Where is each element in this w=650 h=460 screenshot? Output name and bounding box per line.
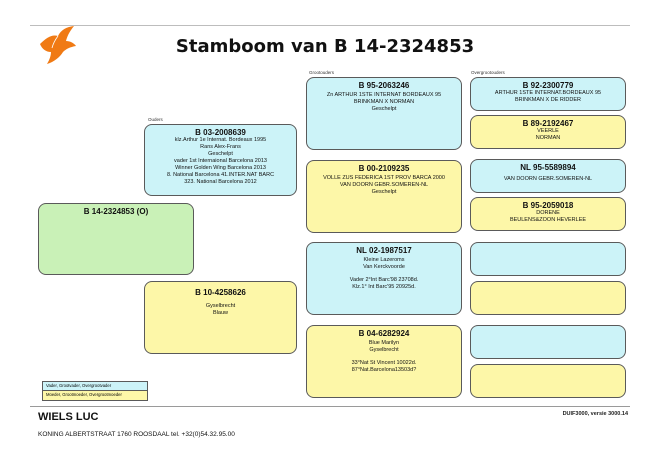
page-title: Stamboom van B 14-2324853 xyxy=(175,36,475,57)
grandfather-paternal-line: BRINKMAN X NORMAN xyxy=(353,99,415,105)
great-grandparents-label: Overgrootouders xyxy=(471,70,505,75)
mother-ring: B 10-4258626 xyxy=(195,288,246,297)
great-grandparent-card-1[interactable] xyxy=(470,77,626,111)
great-grandparent-card-4[interactable] xyxy=(470,197,626,231)
grandmother-maternal-line: Gyselbrecht xyxy=(369,347,399,353)
grandmother-paternal-line: VAN DOORN GEBR.SOMEREN-NL xyxy=(339,182,429,188)
great-grandparent-card-8[interactable] xyxy=(470,364,626,398)
great-grandparent-line: BRINKMAN X DE RIDDER xyxy=(514,97,581,103)
father-line: Winner Golden Wing Barcelona 2013 xyxy=(175,165,266,171)
great-grandparent-card-3[interactable] xyxy=(470,159,626,193)
father-line: Rans Alex-Frans xyxy=(200,144,241,150)
great-grandparent-line: ARTHUR 1STE INTERNAT.BORDEAUX 95 xyxy=(494,90,602,96)
legend-female: Moeder, Grootmoeder, Overgrootmoeder xyxy=(42,391,148,401)
grandparents-label: Grootouders xyxy=(309,70,335,75)
great-grandparent-card-7[interactable] xyxy=(470,325,626,359)
parents-label: Ouders xyxy=(148,117,163,122)
great-grandparent-card-6[interactable] xyxy=(470,281,626,315)
father-card[interactable] xyxy=(144,124,297,196)
grandmother-maternal-note: 87°Nat.Barcelona13503d? xyxy=(351,367,417,373)
great-grandparent-line: DORENE xyxy=(536,210,560,216)
legend-male: Vader, Grootvader, Overgrootvader xyxy=(42,381,148,391)
grandmother-maternal-note: 33°Nat St Vincent 10022d. xyxy=(351,360,417,366)
subject-card[interactable] xyxy=(38,203,194,275)
father-line: 323. National Barcelona 2012 xyxy=(184,179,257,185)
grandfather-maternal-note: Vader 2°Int Barc'98 23708d. xyxy=(349,277,419,283)
grandfather-maternal-note: Klz.1° Int Barc'95 20925d. xyxy=(352,284,416,290)
mother-line: Blauw xyxy=(213,310,228,316)
grandfather-paternal-line: Zn ARTHUR 1STE INTERNAT BORDEAUX 95 xyxy=(326,92,442,98)
grandfather-paternal-card[interactable] xyxy=(306,77,462,150)
grandfather-maternal-ring: NL 02-1987517 xyxy=(356,246,412,255)
great-grandparent-ring: B 95-2059018 xyxy=(522,201,574,210)
grandmother-paternal-line: Geschelpt xyxy=(371,189,397,195)
top-divider xyxy=(30,25,630,26)
grandfather-paternal-ring: B 95-2063246 xyxy=(358,81,410,90)
great-grandparent-line: VAN DOORN GEBR.SOMEREN-NL xyxy=(503,176,593,182)
subject-ring: B 14-2324853 (O) xyxy=(83,207,149,216)
father-line: 8. National Barcelona 41.INTER.NAT BARC xyxy=(166,172,275,178)
grandmother-paternal-card[interactable] xyxy=(306,160,462,233)
great-grandparent-ring: B 92-2300779 xyxy=(522,81,574,90)
owner-address: KONING ALBERTSTRAAT 1760 ROOSDAAL tel. +32(0)54.32.95.00 xyxy=(38,431,235,438)
great-grandparent-card-2[interactable] xyxy=(470,115,626,149)
bottom-divider xyxy=(30,406,630,407)
father-line: klz.Arthur 1e Internat. Bordeaux 1995 xyxy=(174,137,267,143)
mother-card[interactable] xyxy=(144,281,297,354)
father-ring: B 03-2008639 xyxy=(195,128,246,137)
father-line: Geschelpt xyxy=(208,151,233,157)
software-version: DUIF3000, versie 3000.14 xyxy=(562,411,628,417)
great-grandparent-ring: NL 95-5589894 xyxy=(520,163,576,172)
grandmother-paternal-line: VOLLE ZUS FEDERICA 1ST PROV BARCA 2000 xyxy=(323,175,445,181)
great-grandparent-line: VEERLE xyxy=(537,128,559,134)
color-legend xyxy=(42,381,148,401)
grandfather-paternal-line: Geschelpt xyxy=(371,106,397,112)
great-grandparent-line: BEULENS&ZOON HEVERLEE xyxy=(509,217,587,223)
grandmother-maternal-line: Blue Marilyn xyxy=(368,340,400,346)
grandfather-maternal-line: Van Kerckvoorde xyxy=(363,264,405,270)
great-grandparent-line: NORMAN xyxy=(535,135,561,141)
great-grandparent-card-5[interactable] xyxy=(470,242,626,276)
father-line: vader 1st Internaional Barcelona 2013 xyxy=(174,158,267,164)
grandmother-paternal-ring: B 00-2109235 xyxy=(358,164,410,173)
owner-name: WIELS LUC xyxy=(38,411,99,423)
great-grandparent-ring: B 89-2192467 xyxy=(522,119,574,128)
grandfather-maternal-line: Kleine Lazeroms xyxy=(363,257,405,263)
grandmother-maternal-ring: B 04-6282924 xyxy=(358,329,410,338)
grandfather-maternal-card[interactable] xyxy=(306,242,462,315)
mother-line: Gyselbrecht xyxy=(205,303,236,309)
grandmother-maternal-card[interactable] xyxy=(306,325,462,398)
